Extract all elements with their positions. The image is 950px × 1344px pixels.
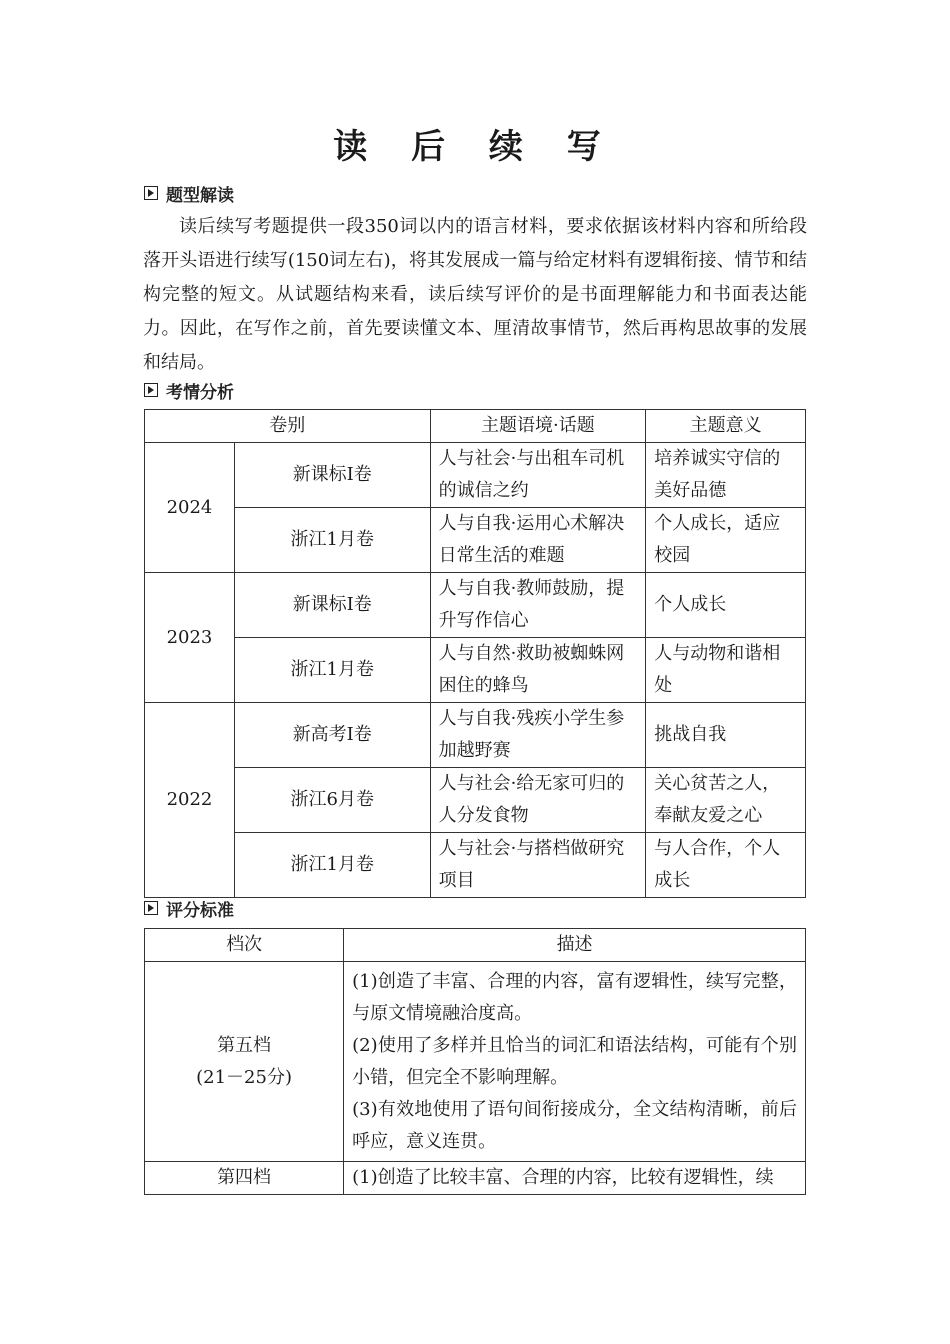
meaning-cell: 个人成长，适应校园	[646, 508, 806, 573]
level-name: 第四档	[217, 1167, 272, 1188]
meaning-cell: 培养诚实守信的美好品德	[646, 443, 806, 508]
play-box-icon	[144, 186, 158, 200]
header-meaning: 主题意义	[646, 410, 806, 443]
topic-cell: 人与社会·与搭档做研究项目	[430, 833, 646, 898]
topic-cell: 人与社会·给无家可归的人分发食物	[430, 768, 646, 833]
year-cell: 2023	[145, 573, 235, 703]
paper-cell: 浙江1月卷	[234, 638, 430, 703]
paper-cell: 新课标Ⅰ卷	[234, 443, 430, 508]
table-row	[145, 508, 806, 573]
topic-cell: 人与社会·与出租车司机的诚信之约	[430, 443, 646, 508]
topic-cell: 人与自我·教师鼓励，提升写作信心	[430, 573, 646, 638]
intro-paragraph: 读后续写考题提供一段350词以内的语言材料，要求依据该材料内容和所给段落开头语进行续写(150词左右)，将其发展成一篇与给定材料有逻辑衔接、情节和结构完整的短文。从试题结构来看，读后续写评价的是书面理解能力和书面表达能力。因此，在写作之前，首先要读懂文本、厘清故事情节，然后再构思故事的发展和结局。	[143, 216, 807, 373]
table-row	[145, 573, 806, 638]
scoring-table	[144, 928, 806, 1195]
table-row	[145, 768, 806, 833]
header-paper: 卷别	[145, 410, 431, 443]
paper-cell: 浙江1月卷	[234, 833, 430, 898]
meaning-cell: 关心贫苦之人，奉献友爱之心	[646, 768, 806, 833]
meaning-cell: 挑战自我	[646, 703, 806, 768]
paper-cell: 浙江6月卷	[234, 768, 430, 833]
year-cell: 2024	[145, 443, 235, 573]
table-row	[145, 1162, 806, 1195]
paper-cell: 新高考Ⅰ卷	[234, 703, 430, 768]
header-level: 档次	[145, 929, 344, 962]
description-item: (3)有效地使用了语句间衔接成分，全文结构清晰，前后呼应，意义连贯。	[352, 1098, 797, 1152]
play-box-icon	[144, 383, 158, 397]
table-row	[145, 443, 806, 508]
header-topic: 主题语境·话题	[430, 410, 646, 443]
exam-analysis-table	[144, 409, 806, 898]
table-header-row	[145, 929, 806, 962]
table-row	[145, 962, 806, 1162]
year-cell: 2022	[145, 703, 235, 898]
table-header-row	[145, 410, 806, 443]
topic-cell: 人与自我·运用心术解决日常生活的难题	[430, 508, 646, 573]
topic-cell: 人与自我·残疾小学生参加越野赛	[430, 703, 646, 768]
section-heading-scoring	[144, 896, 234, 920]
section-heading-label: 考情分析	[166, 382, 234, 403]
description-item: (1)创造了丰富、合理的内容，富有逻辑性，续写完整，与原文情境融洽度高。	[352, 970, 797, 1024]
level-cell	[145, 962, 344, 1162]
description-cell	[344, 962, 806, 1162]
meaning-cell: 个人成长	[646, 573, 806, 638]
description-cell	[344, 1162, 806, 1195]
topic-cell: 人与自然·救助被蜘蛛网困住的蜂鸟	[430, 638, 646, 703]
description-item: (1)创造了比较丰富、合理的内容，比较有逻辑性，续	[352, 1167, 774, 1188]
meaning-cell: 与人合作，个人成长	[646, 833, 806, 898]
section-heading-label: 评分标准	[166, 900, 234, 921]
description-item: (2)使用了多样并且恰当的词汇和语法结构，可能有个别小错，但完全不影响理解。	[352, 1034, 797, 1088]
table-row	[145, 833, 806, 898]
page-title: 读 后 续 写	[333, 127, 617, 167]
play-box-icon	[144, 901, 158, 915]
section-heading-question-type	[144, 181, 234, 205]
header-description: 描述	[344, 929, 806, 962]
level-range: (21－25分)	[196, 1066, 292, 1088]
level-cell	[145, 1162, 344, 1195]
table-row	[145, 638, 806, 703]
table-row	[145, 703, 806, 768]
paper-cell: 新课标Ⅰ卷	[234, 573, 430, 638]
meaning-cell: 人与动物和谐相处	[646, 638, 806, 703]
level-name: 第五档	[217, 1034, 272, 1056]
paper-cell: 浙江1月卷	[234, 508, 430, 573]
section-heading-exam-analysis	[144, 378, 234, 402]
section-heading-label: 题型解读	[166, 185, 234, 206]
